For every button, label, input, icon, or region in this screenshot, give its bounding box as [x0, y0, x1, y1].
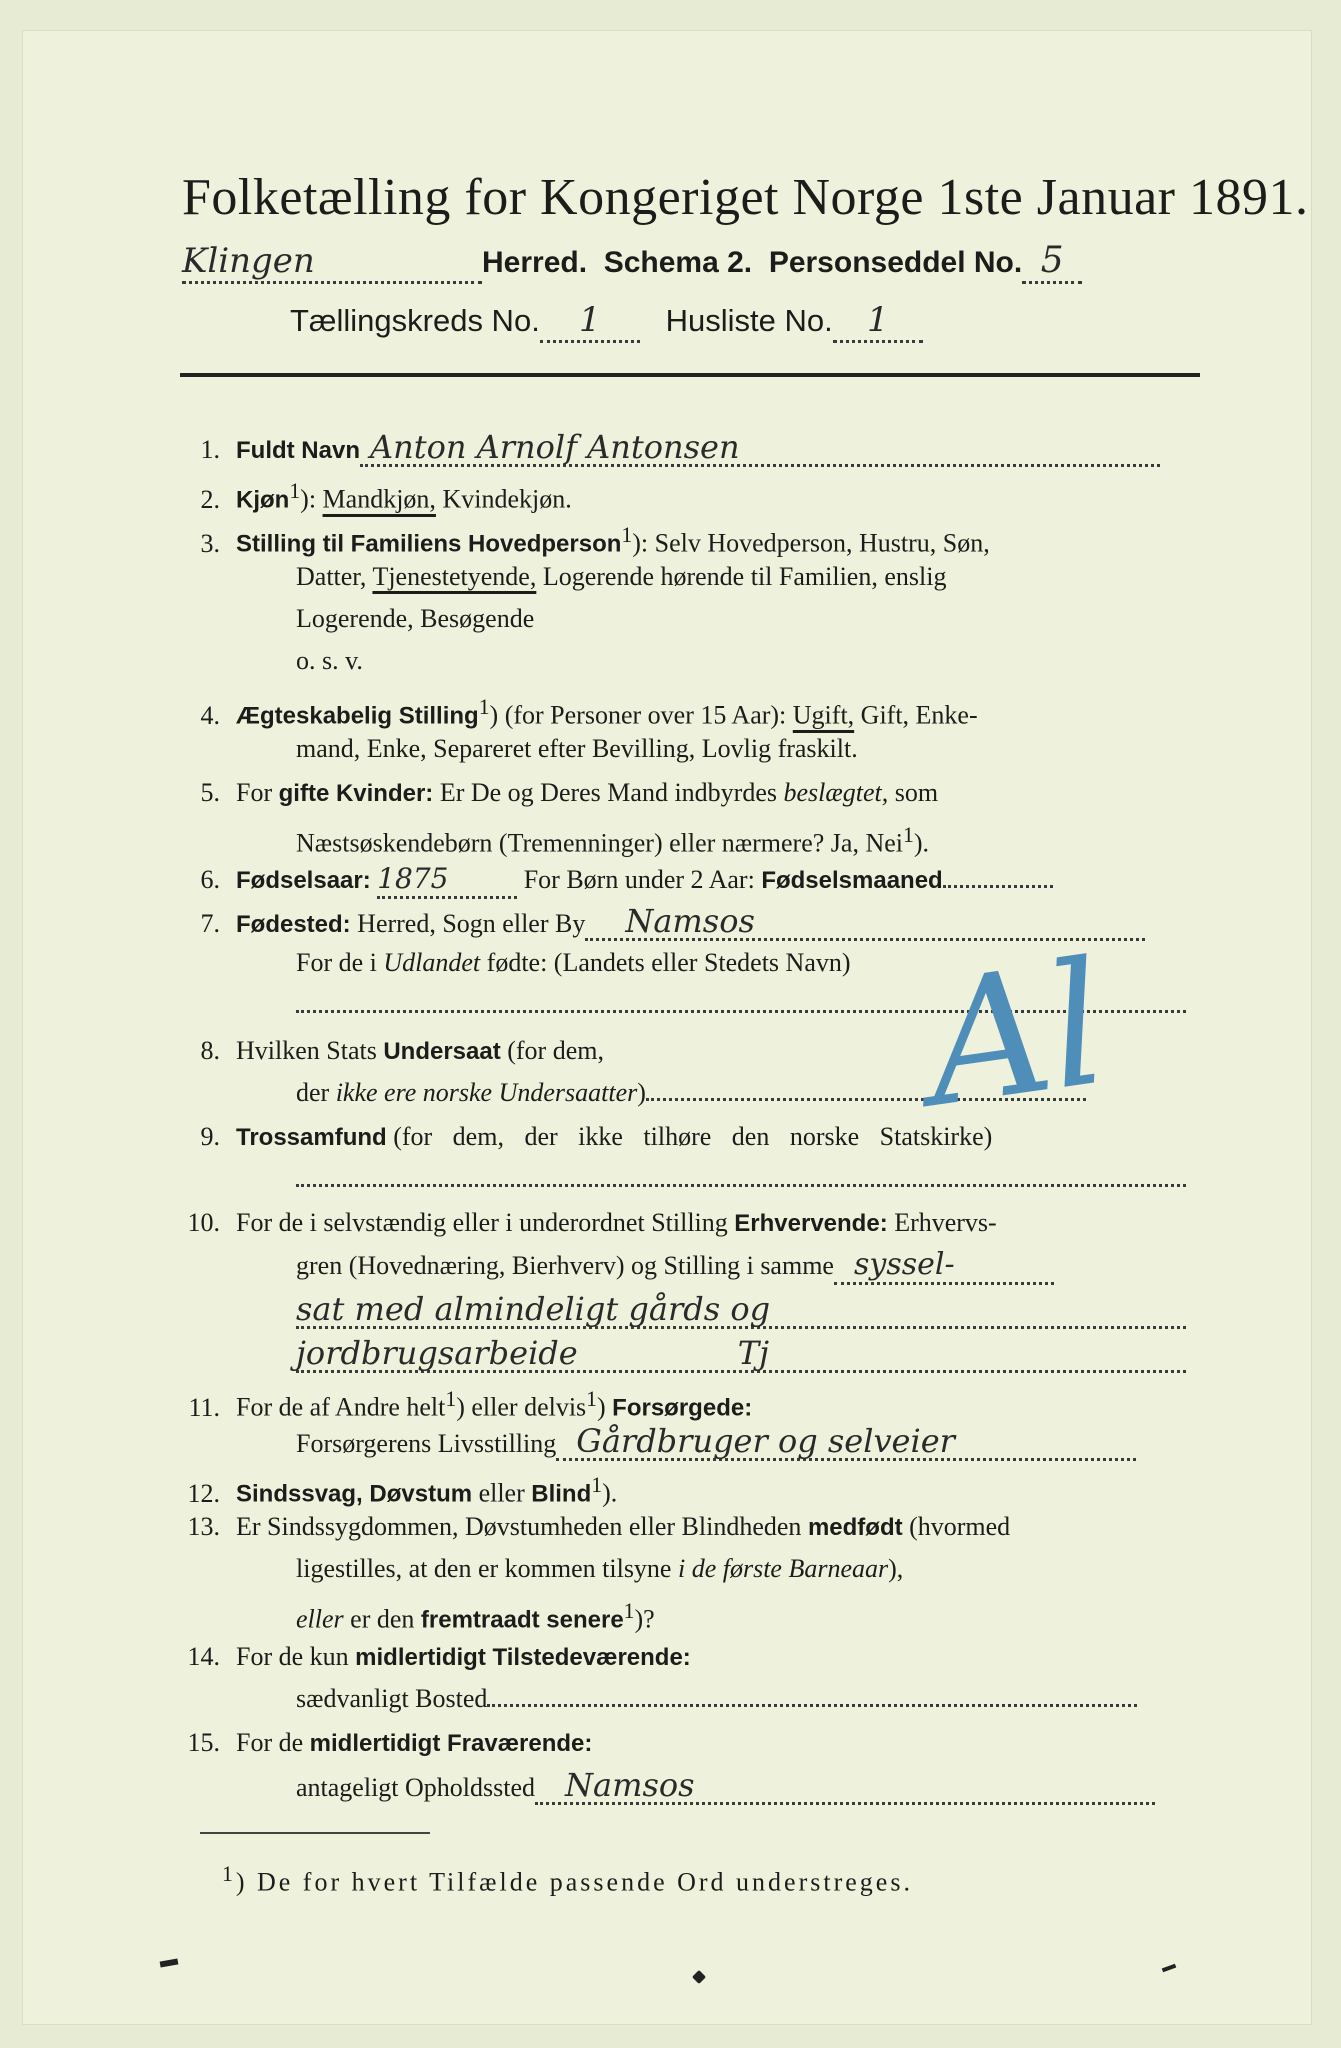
census-form: Folketælling for Kongeriget Norge 1ste Januar 1891. Klingen Herred. Schema 2. Personseddel No. 5 Tællingskreds No. 1 Husliste No. 1 1. Fuldt Navn Anton Arnolf Antonsen 2. Kjøn$^1$): Mandkjøn, Kvindekjøn. 3. Stilling til Familiens Hovedperson$^1$): Selv Hovedperson, Hustru, Søn, Datter, Tjenestetyende, Logerende hørende til Familien, enslig Logerende, Besøgende o. s. v. 4. Ægteskabelig Stilling$^1$) (for Personer over 15 Aar): Ugift, Gift, Enke- mand, Enke, Separeret efter Bevilling, Lovlig fraskilt. 5. For gifte Kvinder: Er De og Deres Mand indbyrdes beslægtet, som Næstsøskendebørn (Tremenninger) eller nærmere? Ja, Nei$^1$). 6. Fødselsaar: 1875 For Børn under 2 Aar: Fødselsmaaned 7. Fødested: Herred, Sogn eller By Namsos For de i Udlandet fødte: (Landets eller Stedets Navn) 8. Hvilken Stats Undersaat (for dem, der ikke ere norske Undersaatter) 9. Trossamfund (for dem, der ikke tilhøre den norske Statskirke) Al 10. For de i selvstændig eller i underordnet Stilling Erhvervende: Erhvervs- gren (Hovednæring, Bierhverv) og Stilling i samme syssel- sat med almindeligt gårds og jordbrugsarbeide Tj 11. For de af Andre helt$^1$) eller delvis$^1$) Forsørgede: Forsørgerens Livsstilling Gårdbruger og selveier 12. Sindssvag, Døvstum eller Blind$^1$). 13. Er Sindssygdommen, Døvstumheden eller Blindheden medfødt (hvormed ligestilles, at den er kommen tilsyne i de første Barneaar), eller er den fremtraadt senere$^1$)? 14. For de kun midlertidigt Tilstedeværende: sædvanligt Bosted 15. For de midlertidigt Fraværende: antageligt Opholdssted Namsos $^1$) De for hvert Tilfælde passende Ord understreges. — [22, 30, 1312, 2025]
herred-line — [182, 240, 1082, 284]
field-12: 12. Sindssvag, Døvstum eller Blind$^1$). — [187, 1473, 618, 1508]
schema-label: Schema 2. — [603, 246, 753, 279]
residence-value: Namsos — [535, 1768, 1155, 1805]
husliste-label: Husliste No. — [665, 303, 833, 338]
occupation-value-3: jordbrugsarbeide Tj — [296, 1336, 1186, 1373]
birth-year-value: 1875 — [377, 862, 517, 899]
full-name-value: Anton Arnolf Antonsen — [360, 430, 1160, 467]
form-title: Folketælling for Kongeriget Norge 1ste Januar 1891. — [182, 169, 1309, 226]
field-5: 5. For gifte Kvinder: Er De og Deres Mand indbyrdes beslægtet, som — [200, 778, 939, 807]
footnote: $^1$) De for hvert Tilfælde passende Ord understreges. — [222, 1862, 913, 1897]
kreds-label: Tællingskreds No. — [290, 303, 540, 338]
occupation-value-2: sat med almindeligt gårds og — [296, 1292, 1186, 1329]
kreds-line — [290, 300, 923, 343]
ink-speck — [692, 1970, 706, 1984]
field-8: 8. Hvilken Stats Undersaat (for dem, — [200, 1036, 604, 1065]
birthplace-value: Namsos — [585, 904, 1145, 941]
herred-label: Herred. — [482, 246, 588, 279]
field-9: 9. Trossamfund (for dem, der ikke tilhøre den norske Statskirke) — [200, 1122, 993, 1151]
field-1-label: Fuldt Navn — [236, 437, 360, 464]
field-14: 14. For de kun midlertidigt Tilstedeværende: — [187, 1642, 691, 1671]
provider-value: Gårdbruger og selveier — [556, 1424, 1136, 1461]
personseddel-label: Personseddel No. — [768, 246, 1023, 279]
field-13: 13. Er Sindssygdommen, Døvstumheden eller Blindheden medfødt (hvormed — [187, 1512, 1011, 1541]
field-15: 15. For de midlertidigt Fraværende: — [187, 1728, 593, 1757]
husliste-value: 1 — [833, 300, 923, 343]
occupation-value-1: syssel- — [834, 1248, 1054, 1285]
header-divider — [180, 373, 1200, 377]
field-2: 2. Kjøn$^1$): Mandkjøn, Kvindekjøn. — [200, 479, 572, 514]
field-11: 11. For de af Andre helt$^1$) eller delvis$^1$) Forsørgede: — [188, 1387, 753, 1422]
field-3: 3. Stilling til Familiens Hovedperson$^1$): Selv Hovedperson, Hustru, Søn, — [200, 523, 990, 558]
margin-note: Al — [914, 924, 1118, 1146]
personseddel-value: 5 — [1022, 240, 1082, 284]
footnote-divider — [200, 1832, 430, 1834]
gender-selected: Mandkjøn, — [322, 484, 436, 514]
ink-speck — [160, 1958, 179, 1967]
field-4: 4. Ægteskabelig Stilling$^1$) (for Personer over 15 Aar): Ugift, Gift, Enke- — [200, 695, 978, 730]
field-10: 10. For de i selvstændig eller i underordnet Stilling Erhvervende: Erhvervs- — [187, 1208, 997, 1237]
marital-selected: Ugift, — [792, 700, 855, 730]
herred-value: Klingen — [182, 241, 482, 284]
field-7: 7. Fødested: Herred, Sogn eller By Namsos — [162, 904, 1145, 942]
ink-speck — [1162, 1964, 1177, 1973]
field-6: 6. Fødselsaar: 1875 For Børn under 2 Aar: Fødselsmaaned — [162, 862, 1053, 899]
kreds-value: 1 — [540, 300, 640, 343]
family-position-selected: Tjenestetyende, — [372, 562, 537, 591]
field-1: 1. Fuldt Navn Anton Arnolf Antonsen — [162, 430, 1160, 468]
